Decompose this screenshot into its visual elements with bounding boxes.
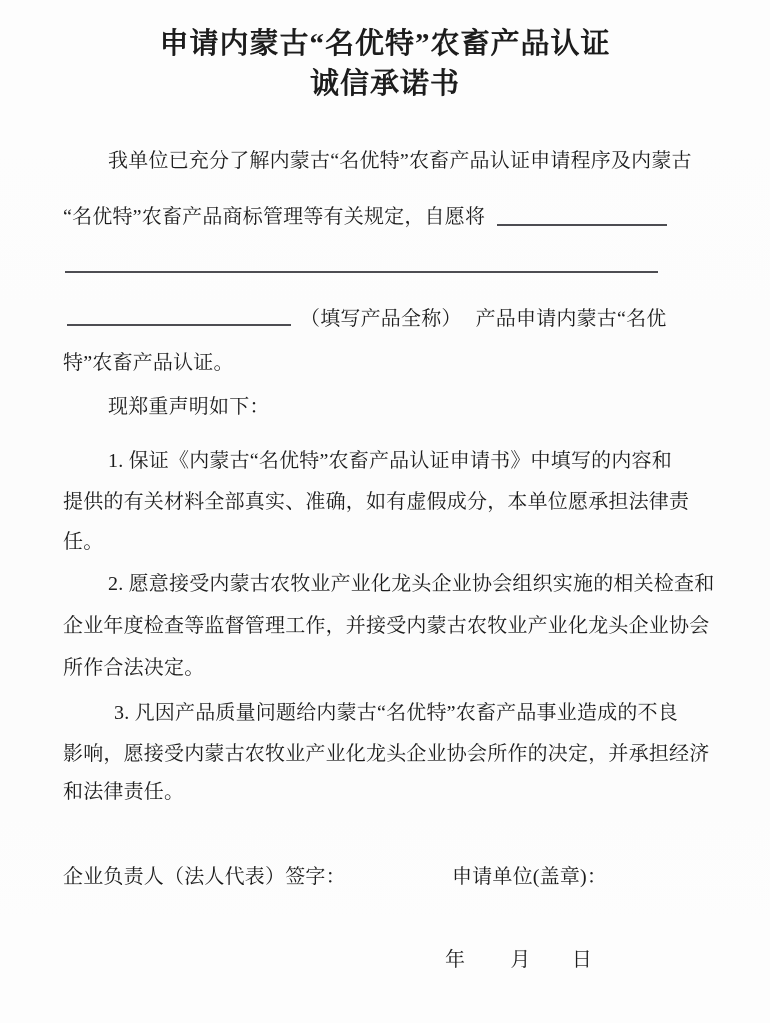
fill-in-blank-product-3 [67, 324, 291, 326]
declaration-heading: 现郑重声明如下： [108, 396, 270, 418]
intro-line-2: “名优特”农畜产品商标管理等有关规定，自愿将 [63, 206, 486, 228]
signature-left-label: 企业负责人（法人代表）签字： [63, 866, 346, 888]
date-month-label: 月 [510, 949, 531, 971]
fill-in-blank-product-2 [65, 271, 658, 273]
intro-line-3 [300, 306, 667, 332]
item-3-line-1: 3. 凡因产品质量问题给内蒙古“名优特”农畜产品事业造成的不良 [114, 702, 678, 724]
date-row [445, 947, 592, 973]
item-1-line-2: 提供的有关材料全部真实、准确，如有虚假成分，本单位愿承担法律责 [63, 491, 690, 513]
intro-line-1: 我单位已充分了解内蒙古“名优特”农畜产品认证申请程序及内蒙古 [108, 150, 692, 172]
date-year-label: 年 [445, 949, 466, 971]
item-1-line-3: 任。 [63, 531, 104, 553]
item-2-line-1: 2. 愿意接受内蒙古农牧业产业化龙头企业协会组织实施的相关检查和 [108, 573, 715, 595]
intro-line-3-rest: 产品申请内蒙古“名优 [475, 308, 667, 330]
item-1-line-1: 1. 保证《内蒙古“名优特”农畜产品认证申请书》中填写的内容和 [108, 450, 672, 472]
item-3-line-2: 影响，愿接受内蒙古农牧业产业化龙头企业协会所作的决定，并承担经济 [63, 743, 710, 765]
date-day-label: 日 [571, 949, 593, 971]
item-2-line-3: 所作合法决定。 [63, 657, 205, 679]
signature-right-label: 申请单位(盖章)： [452, 866, 608, 888]
item-2-line-2: 企业年度检查等监督管理工作，并接受内蒙古农牧业产业化龙头企业协会 [63, 615, 710, 637]
item-3-line-3: 和法律责任。 [63, 781, 185, 803]
fill-in-blank-product-1 [497, 224, 667, 226]
fill-note-label: （填写产品全称） [300, 308, 462, 330]
document-title-line2: 诚信承诺书 [309, 68, 460, 100]
document-title-line1: 申请内蒙古“名优特”农畜产品认证 [159, 28, 611, 60]
intro-line-4: 特”农畜产品认证。 [63, 352, 234, 374]
